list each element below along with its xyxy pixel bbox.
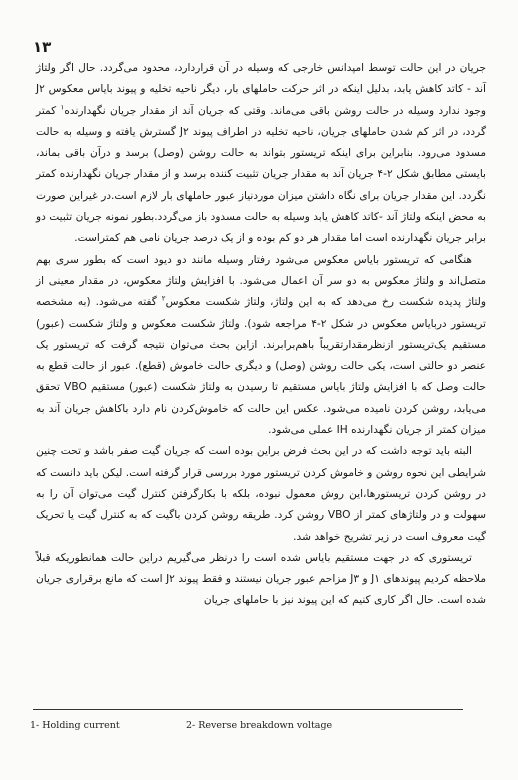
paragraph-1-text-continued: کمتر گردد، در اثر کم شدن حاملهای جریان، ناحیه تخلیه در اطراف پیوند J۲ گسترش یافته و وسیله به حالت مسدود می‌رود. بنابراین برای اینکه تریستور بتواند به حالت روشن (وصل) برسد و درآن باقی بماند، بایستی مطابق شکل ۲-۴ جریان آند به مقدار جریان تثبیت کننده برسد و از مقدار جریان نگهدارنده کمتر نگردد. این مقدار جریان برای نگاه داشتن میزان موردنیاز عبور حاملهای بار لازم است.در غیراین صورت به محض اینکه ولتاژ آند -کاتد کاهش یابد وسیله به حالت مسدود باز می‌گردد.بطور نمونه جریان تثبیت دو برابر جریان نگهدارنده است اما مقدار هر دو کم بوده و از یک درصد جریان نامی هم کمتراست. xyxy=(36,104,486,245)
footnote-1: 1- Holding current xyxy=(30,720,120,731)
footnote-2: 2- Reverse breakdown voltage xyxy=(186,720,333,731)
paragraph-1-text: جریان در این حالت توسط امپدانس خارجی که وسیله در آن قراردارد، محدود می‌گردد. حال اگر ولتاژ آند - کاتد کاهش یابد، بدلیل اینکه در اثر حرکت حاملهای بار، دیگر ناحیه تخلیه و پیوند بایاس معکوس J۲ وجود ندارد وسیله در حالت روشن باقی می‌ماند. وقتی که جریان آند از مقدار جریان نگهدارنده xyxy=(36,62,486,117)
page-number: ۱۳ xyxy=(33,38,52,56)
paragraph-3 xyxy=(36,441,486,547)
paragraph-3-text: البته باید توجه داشت که در این بحث فرض براین بوده است که جریان گیت صفر باشد و تحت چنین شرایطی این نحوه روشن و خاموش کردن تریستور مورد بررسی قرار گرفته است. لیکن باید دانست که در روشن کردن تریستورها،این روش معمول نبوده، بلکه با بکارگرفتن کنترل گیت می‌توان آن را به سهولت و در ولتاژهای کمتر از VBO روشن کرد. طریقه روشن کردن باگیت که به کنترل گیت یا تحریک گیت معروف است در زیر تشریح خواهد شد. xyxy=(36,445,486,543)
paragraph-2-text: هنگامی که تریستور بایاس معکوس می‌شود رفتار وسیله مانند دو دیود است که بطور سری بهم متصل‌اند و ولتاژ معکوس به دو سر آن اعمال می‌شود. با افزایش ولتاژ معکوس، در مقدار معینی از ولتاژ پدیده شکست رخ می‌دهد که به این ولتاژ، ولتاژ شکست معکوس xyxy=(36,253,486,309)
paragraph-2-text-continued: گفته می‌شود. (به مشخصه تریستور دربایاس معکوس در شکل ۲-۴ مراجعه شود). ولتاژ شکست معکوس و ولتاژ شکست (عبور) مستقیم یک‌تریستور ازنظرمقدارتقریباً باهم‌برابرند. ازاین بحث می‌توان نتیجه گرفت که تریستور یک عنصر دو حالتی است، یکی حالت روشن (وصل) و دیگری حالت خاموش (قطع). عبور از حالت قطع به حالت وصل که با افزایش ولتاژ بایاس مستقیم تا رسیدن به ولتاژ شکست (عبور) مستقیم VBO تحقق می‌یابد، روشن کردن نامیده می‌شود. عکس این حالت که خاموش‌کردن نام دارد باکاهش جریان آند به میزان کمتر از جریان نگهدارنده IH عملی می‌شود. xyxy=(36,296,487,437)
paragraph-1 xyxy=(36,58,486,250)
footnote-ref-2: ۲ xyxy=(161,294,166,303)
body-text xyxy=(36,58,486,612)
paragraph-4 xyxy=(36,548,486,612)
footnote-divider xyxy=(33,709,463,710)
paragraph-2 xyxy=(36,250,486,442)
footnote-ref-1: ۱ xyxy=(60,103,65,112)
paragraph-4-text: تریستوری که در جهت مستقیم بایاس شده است را درنظر می‌گیریم دراین حالت همانطوریکه قبلاً ملاحظه کردیم پیوندهای J۱ و J۳ مزاحم عبور جریان نیستند و فقط پیوند J۲ است که مانع برقراری جریان شده است. حال اگر کاری کنیم که این پیوند نیز با حاملهای جریان xyxy=(36,551,486,607)
